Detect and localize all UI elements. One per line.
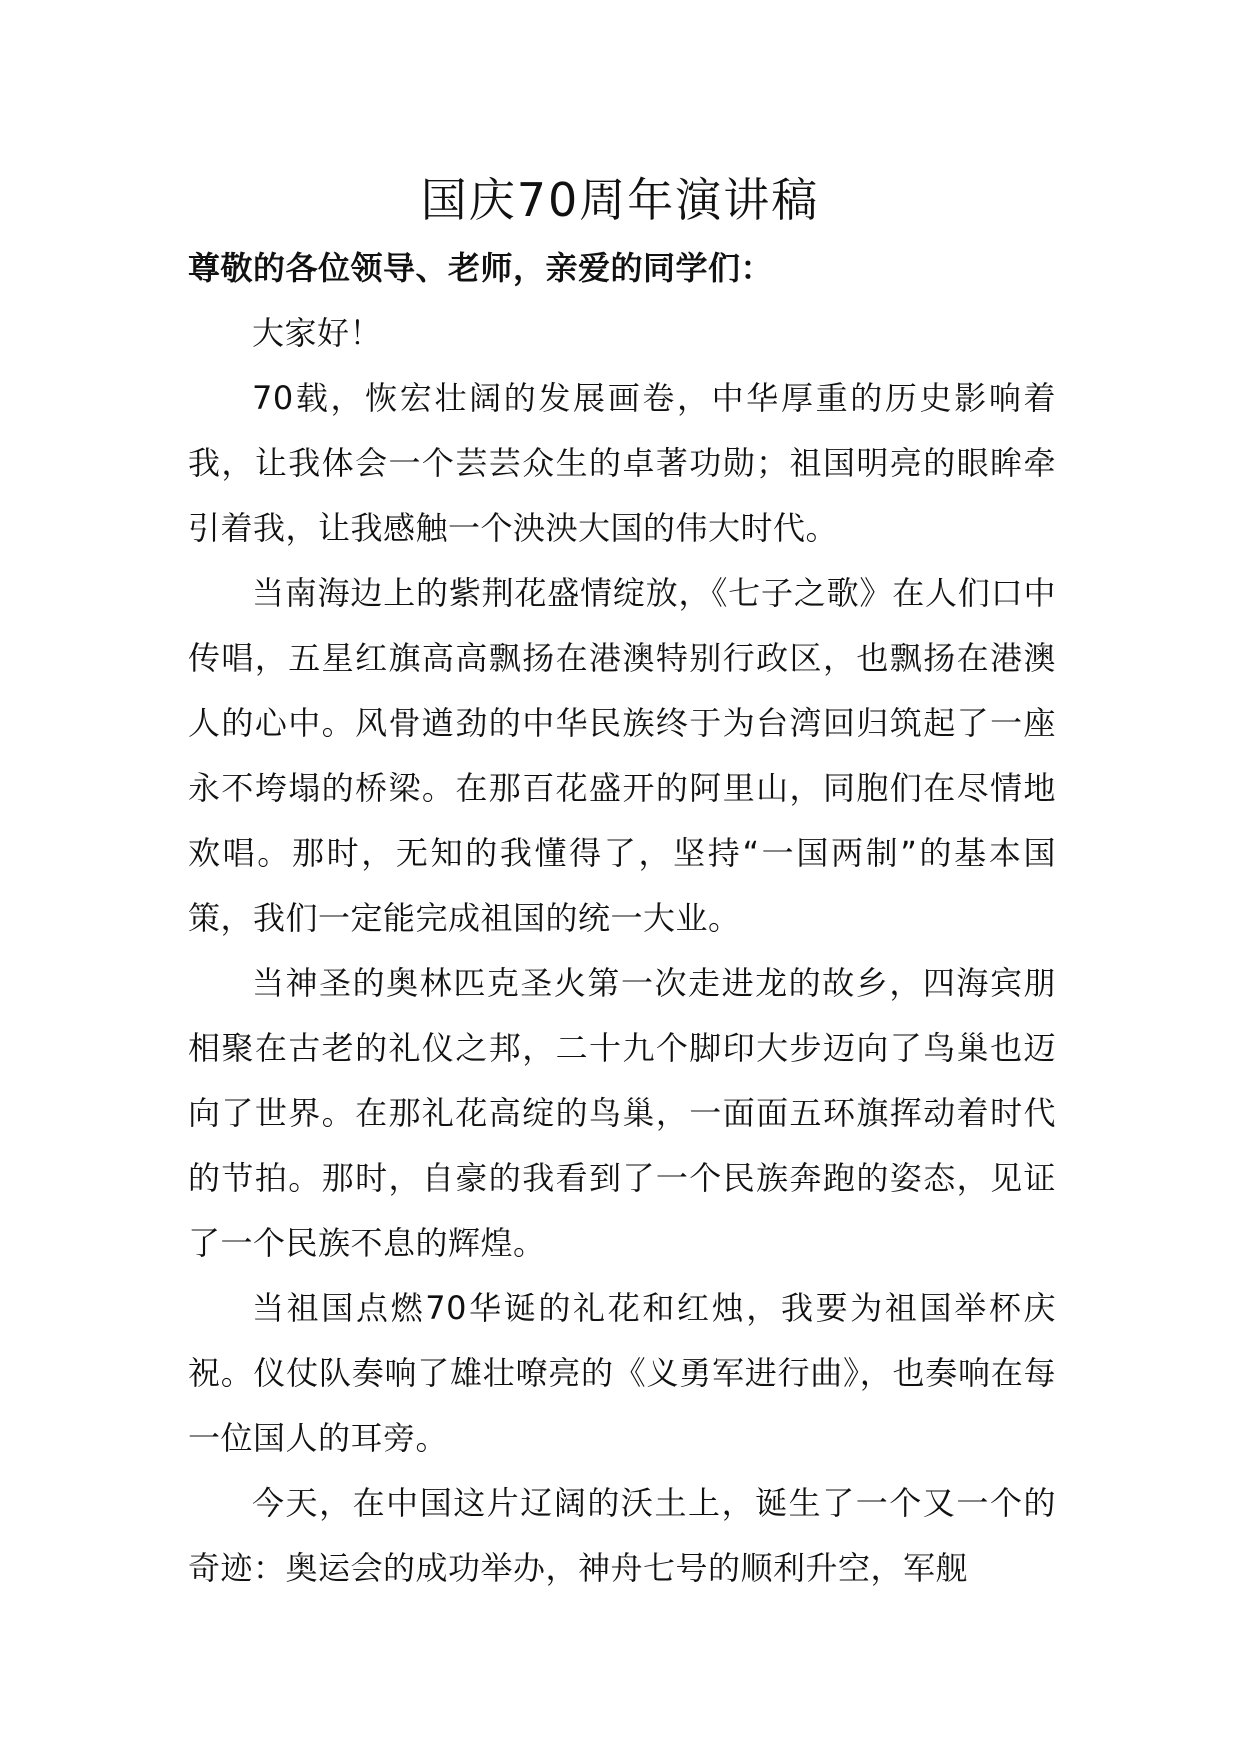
salutation: 尊敬的各位领导、老师，亲爱的同学们： <box>188 249 774 287</box>
paragraph-olympics: 当神圣的奥林匹克圣火第一次走进龙的故乡，四海宾朋相聚在古老的礼仪之邦，二十九个脚印大步迈向了鸟巢也迈向了世界。在那礼花高绽的鸟巢，一面面五环旗挥动着时代的节拍。那时，自豪的我看到了一个民族奔跑的姿态，见证了一个民族不息的辉煌。 <box>188 964 1056 1262</box>
paragraph-miracles: 今天，在中国这片辽阔的沃土上，诞生了一个又一个的奇迹：奥运会的成功举办，神舟七号的顺利升空，军舰 <box>188 1484 1056 1587</box>
paragraph-70th-anniversary: 当祖国点燃70华诞的礼花和红烛，我要为祖国举杯庆祝。仪仗队奏响了雄壮嘹亮的《义勇军进行曲》，也奏响在每一位国人的耳旁。 <box>188 1289 1056 1457</box>
document-body <box>188 236 1056 1601</box>
paragraph-70-years: 70载，恢宏壮阔的发展画卷，中华厚重的历史影响着我，让我体会一个芸芸众生的卓著功勋；祖国明亮的眼眸牵引着我，让我感触一个泱泱大国的伟大时代。 <box>188 379 1056 547</box>
paragraph-hk-macau-taiwan: 当南海边上的紫荆花盛情绽放，《七子之歌》在人们口中传唱，五星红旗高高飘扬在港澳特别行政区，也飘扬在港澳人的心中。风骨遒劲的中华民族终于为台湾回归筑起了一座永不垮塌的桥梁。在那百花盛开的阿里山，同胞们在尽情地欢唱。那时，无知的我懂得了，坚持“一国两制”的基本国策，我们一定能完成祖国的统一大业。 <box>188 574 1056 937</box>
document-title: 国庆70周年演讲稿 <box>420 173 820 227</box>
paragraph-greeting: 大家好！ <box>252 314 383 352</box>
